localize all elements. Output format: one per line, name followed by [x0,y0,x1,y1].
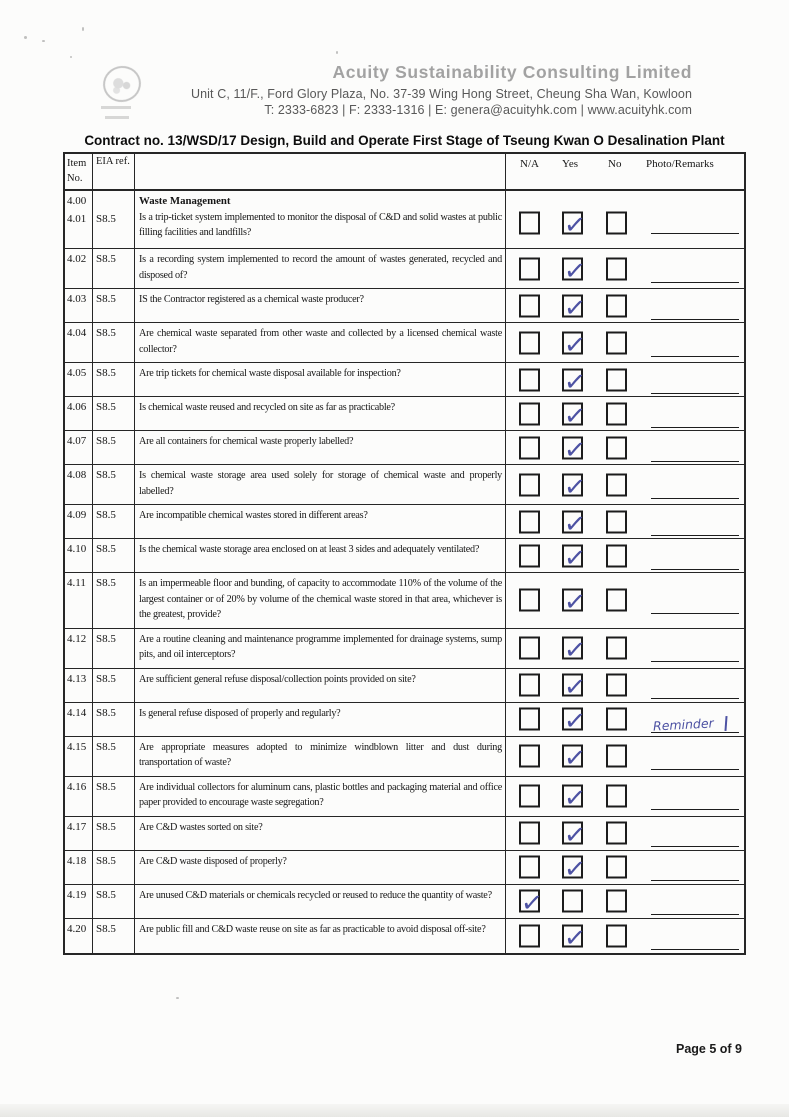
scan-speck [336,51,338,54]
answer-cell [506,737,744,776]
question-text: Is a trip-ticket system implemented to monitor the disposal of C&D and solid wastes at public filling facilities and landfills? [139,211,502,238]
na-checkbox[interactable] [519,589,540,612]
eia-ref-cell [93,573,135,628]
scan-speck [42,40,45,42]
question-cell [135,629,506,668]
answer-cell [506,885,744,918]
no-checkbox[interactable] [606,436,627,459]
no-checkbox[interactable] [606,402,627,425]
eia-ref: S8.5 [96,253,116,265]
remarks-line[interactable] [651,903,739,915]
na-checkbox[interactable] [519,402,540,425]
table-row [65,817,744,851]
eia-ref-cell [93,431,135,464]
answer-cell [506,919,744,953]
no-checkbox[interactable] [606,294,627,317]
answer-cell [506,669,744,702]
item-no: 4.14 [67,706,87,719]
checkmark-icon: ✓ [562,634,588,667]
answer-cell [506,289,744,325]
question-text: Are sufficient general refuse disposal/collection points provided on site? [139,673,416,685]
yes-checkbox[interactable] [562,365,588,399]
eia-ref: S8.5 [96,820,116,833]
no-checkbox[interactable] [606,745,627,768]
na-checkbox[interactable] [519,368,540,391]
item-no: 4.03 [67,293,87,305]
no-checkbox[interactable] [606,708,627,731]
yes-checkbox[interactable] [562,209,588,242]
question-cell [135,703,506,736]
yes-checkbox[interactable] [562,399,588,433]
checkmark-icon: ✓ [562,541,588,575]
item-no: 4.16 [67,780,87,793]
no-checkbox[interactable] [606,544,627,567]
item-no-cell [65,539,93,572]
answer-cell [506,249,744,288]
eia-ref-cell [93,465,135,504]
question-cell [135,817,506,850]
item-no: 4.17 [67,820,87,833]
checkmark-icon: ✓ [562,742,588,775]
remarks-line[interactable] [651,558,739,570]
scan-speck [176,997,179,999]
table-row [65,431,744,465]
item-no: 4.15 [67,740,87,753]
checkmark-icon: ✓ [562,291,588,325]
header-na: N/A [520,158,539,170]
item-no: 4.06 [67,401,87,413]
eia-ref-cell [93,505,135,538]
table-header-row [65,154,744,191]
question-text: Are trip tickets for chemical waste disposal available for inspection? [139,368,401,379]
remarks-line[interactable] [651,835,739,847]
checkmark-icon: ✓ [562,782,588,815]
na-checkbox[interactable] [519,822,540,845]
yes-checkbox[interactable] [562,705,588,738]
remarks-line[interactable] [651,345,739,357]
checkmark-icon: ✓ [519,887,545,920]
remarks-line[interactable] [651,687,739,699]
eia-ref: S8.5 [96,212,116,225]
item-no-cell [65,919,93,953]
remarks-line[interactable] [651,487,739,499]
checkmark-icon: ✓ [562,254,588,288]
eia-ref-cell [93,191,135,248]
answer-cell [506,323,744,362]
yes-checkbox[interactable] [562,671,588,704]
handwritten-remark: Reminder [652,715,715,734]
section-item-no: 4.00 [67,195,87,207]
no-checkbox[interactable] [606,510,627,533]
na-checkbox[interactable] [519,785,540,808]
question-cell [135,669,506,702]
no-checkbox[interactable] [606,785,627,808]
yes-checkbox[interactable] [562,634,588,667]
remarks-line[interactable] [651,222,739,234]
checkmark-icon: ✓ [562,507,588,541]
item-no-cell [65,669,93,702]
table-row [65,465,744,505]
item-no: 4.07 [67,435,87,447]
table-body [65,191,744,953]
question-cell [135,573,506,628]
checkmark-icon: ✓ [562,705,588,738]
header-eia-ref: EIA ref. [93,154,135,189]
answer-cell [506,465,744,504]
question-text: Are appropriate measures adopted to minimize windblown litter and dust during transportation of waste? [139,741,502,768]
eia-ref-cell [93,851,135,884]
item-no-cell [65,431,93,464]
yes-checkbox[interactable] [562,470,588,504]
remarks-line[interactable] [651,715,739,734]
eia-ref: S8.5 [96,293,116,305]
eia-ref: S8.5 [96,435,116,447]
no-checkbox[interactable] [606,822,627,845]
eia-ref: S8.5 [96,780,116,793]
table-row [65,323,744,363]
header-no: No [608,158,622,170]
yes-checkbox[interactable] [562,742,588,775]
question-text: Is the chemical waste storage area enclosed on at least 3 sides and adequately ventilated? [139,544,480,555]
na-checkbox[interactable] [519,745,540,768]
checkmark-icon: ✓ [562,586,588,619]
question-text: Is chemical waste reused and recycled on site as far as practicable? [139,402,395,413]
table-row [65,289,744,323]
letterhead [92,62,692,117]
item-no-cell [65,703,93,736]
eia-ref-cell [93,885,135,918]
na-checkbox[interactable] [519,257,540,280]
eia-ref-blank [96,194,132,210]
checkmark-icon: ✓ [562,433,588,467]
question-text: Are unused C&D materials or chemicals recycled or reused to reduce the quantity of waste? [139,889,492,901]
answer-cell [506,363,744,399]
checkmark-icon: ✓ [562,328,588,362]
question-text: Are C&D wastes sorted on site? [139,821,263,833]
table-row [65,703,744,737]
remarks-line[interactable] [651,382,739,394]
item-no: 4.20 [67,922,87,935]
eia-ref: S8.5 [96,367,116,379]
na-checkbox[interactable] [519,887,545,920]
item-no: 4.13 [67,672,87,685]
item-no-cell [65,323,93,362]
item-no: 4.08 [67,469,87,481]
header-question-column [135,154,506,189]
item-no-cell [65,737,93,776]
table-row [65,573,744,629]
eia-ref-cell [93,323,135,362]
eia-ref: S8.5 [96,543,116,555]
checkmark-icon: ✓ [562,209,588,242]
header-item-line2: No. [67,173,83,184]
eia-ref-cell [93,737,135,776]
eia-ref-cell [93,817,135,850]
na-checkbox[interactable] [519,637,540,660]
remarks-line[interactable] [651,416,739,428]
item-no-cell [65,191,93,248]
pen-stroke [724,716,727,731]
na-checkbox[interactable] [519,924,540,947]
question-text: Is chemical waste storage area used solely for storage of chemical waste and properly labelled? [139,470,502,497]
na-checkbox[interactable] [519,211,540,234]
answer-cell [506,851,744,884]
eia-ref-cell [93,777,135,816]
item-no: 4.05 [67,367,87,379]
item-no-cell [65,777,93,816]
question-text: Is an impermeable floor and bunding, of capacity to accommodate 110% of the volume of the largest container or of 20% by volume of the chemical waste stored in that area, whichever is the greatest, provide? [139,578,502,620]
yes-checkbox[interactable] [562,890,583,913]
no-checkbox[interactable] [606,331,627,354]
eia-ref: S8.5 [96,327,116,339]
item-no: 4.19 [67,888,87,901]
yes-checkbox[interactable] [562,328,588,362]
header-answer-columns [506,154,744,189]
item-no: 4.12 [67,632,87,645]
item-no-cell [65,505,93,538]
scan-speck [70,56,72,58]
eia-ref: S8.5 [96,509,116,521]
eia-ref-cell [93,703,135,736]
item-no-cell [65,249,93,288]
checklist-table [63,152,746,955]
item-no-cell [65,817,93,850]
remarks-line[interactable] [651,798,739,810]
item-no: 4.04 [67,327,87,339]
checkmark-icon: ✓ [562,819,588,852]
question-cell [135,397,506,430]
yes-checkbox[interactable] [562,782,588,815]
question-text: Are chemical waste separated from other waste and collected by a licensed chemical waste collector? [139,328,502,355]
yes-checkbox[interactable] [562,819,588,852]
question-cell [135,885,506,918]
yes-checkbox[interactable] [562,586,588,619]
item-no-cell [65,397,93,430]
answer-cell [506,397,744,433]
question-text: Are all containers for chemical waste properly labelled? [139,436,354,447]
table-row [65,191,744,249]
remarks-line[interactable] [651,869,739,881]
item-no-cell [65,289,93,322]
table-row [65,777,744,817]
header-yes: Yes [562,158,579,170]
no-checkbox[interactable] [606,924,627,947]
eia-ref-cell [93,539,135,572]
no-checkbox[interactable] [606,211,627,234]
yes-checkbox[interactable] [562,853,588,886]
checkmark-icon: ✓ [562,921,588,955]
no-checkbox[interactable] [606,473,627,496]
no-checkbox[interactable] [606,637,627,660]
question-text: Are public fill and C&D waste reuse on site as far as practicable to avoid disposal off-site? [139,923,486,935]
answer-cell [506,817,744,850]
header-item-no [65,154,93,189]
eia-ref-cell [93,669,135,702]
question-text: Is a recording system implemented to record the amount of wastes generated, recycled and disposed of? [139,254,502,281]
answer-cell [506,431,744,467]
item-no: 4.02 [67,253,87,265]
question-cell [135,539,506,572]
remarks-line[interactable] [651,308,739,320]
item-no-cell [65,465,93,504]
answer-cell [506,191,744,248]
question-cell [135,465,506,504]
checkmark-icon: ✓ [562,671,588,704]
company-name: Acuity Sustainability Consulting Limited [332,62,692,82]
item-no: 4.10 [67,543,87,555]
yes-checkbox[interactable] [562,254,588,288]
table-row [65,919,744,953]
table-row [65,737,744,777]
table-row [65,539,744,573]
item-no: 4.11 [67,577,86,589]
question-cell [135,505,506,538]
eia-ref: S8.5 [96,740,116,753]
na-checkbox[interactable] [519,708,540,731]
na-checkbox[interactable] [519,856,540,879]
remarks-line[interactable] [651,758,739,770]
remarks-line[interactable] [651,602,739,614]
item-no-cell [65,851,93,884]
table-row [65,851,744,885]
item-no: 4.09 [67,509,87,521]
checkmark-icon: ✓ [562,470,588,504]
no-checkbox[interactable] [606,368,627,391]
eia-ref: S8.5 [96,888,116,901]
eia-ref-cell [93,629,135,668]
eia-ref-cell [93,249,135,288]
eia-ref: S8.5 [96,632,116,645]
question-text: Is general refuse disposed of properly and regularly? [139,707,341,719]
question-text: Are incompatible chemical wastes stored in different areas? [139,510,368,521]
item-no-cell [65,363,93,396]
header-item-line1: Item [67,158,87,169]
company-address: Unit C, 11/F., Ford Glory Plaza, No. 37-39 Wing Hong Street, Cheung Sha Wan, Kowloon [191,87,692,101]
eia-ref: S8.5 [96,469,116,481]
remarks-line[interactable] [651,271,739,283]
question-cell [135,289,506,322]
item-no-cell [65,629,93,668]
remarks-line[interactable] [651,524,739,536]
page-number: Page 5 of 9 [676,1042,742,1056]
question-text: Are individual collectors for aluminum cans, plastic bottles and packaging material and office paper provided to encourage waste segregation? [139,781,502,808]
scan-speck [24,36,27,39]
eia-ref-cell [93,397,135,430]
question-cell [135,323,506,362]
question-cell [135,249,506,288]
answer-cell [506,703,744,736]
eia-ref: S8.5 [96,401,116,413]
item-no-cell [65,885,93,918]
header-photo-remarks: Photo/Remarks [646,158,714,170]
answer-cell [506,573,744,628]
na-checkbox[interactable] [519,674,540,697]
table-row [65,397,744,431]
question-cell [135,191,506,248]
answer-cell [506,629,744,668]
na-checkbox[interactable] [519,473,540,496]
na-checkbox[interactable] [519,331,540,354]
eia-ref: S8.5 [96,854,116,867]
question-text: Are C&D waste disposed of properly? [139,855,287,867]
na-checkbox[interactable] [519,436,540,459]
no-checkbox[interactable] [606,890,627,913]
yes-checkbox[interactable] [562,507,588,541]
na-checkbox[interactable] [519,544,540,567]
question-cell [135,737,506,776]
eia-ref: S8.5 [96,706,116,719]
question-text: Are a routine cleaning and maintenance programme implemented for drainage systems, sump pits, and oil interceptors? [139,633,502,660]
yes-checkbox[interactable] [562,433,588,467]
question-cell [135,363,506,396]
checkmark-icon: ✓ [562,399,588,433]
na-checkbox[interactable] [519,510,540,533]
item-no: 4.18 [67,854,87,867]
answer-cell [506,505,744,541]
document-title: Contract no. 13/WSD/17 Design, Build and Operate First Stage of Tseung Kwan O Desalination Plant [84,133,725,148]
yes-checkbox[interactable] [562,291,588,325]
question-cell [135,777,506,816]
table-row [65,669,744,703]
answer-cell [506,777,744,816]
question-cell [135,851,506,884]
table-row [65,885,744,919]
remarks-line[interactable] [651,938,739,950]
table-row [65,629,744,669]
eia-ref: S8.5 [96,922,116,935]
question-text: IS the Contractor registered as a chemical waste producer? [139,294,364,305]
scan-edge-shadow [0,1104,789,1117]
question-cell [135,431,506,464]
eia-ref: S8.5 [96,577,116,589]
item-no: 4.01 [67,212,87,225]
remarks-line[interactable] [651,450,739,462]
yes-checkbox[interactable] [562,921,588,955]
scan-speck [82,27,84,31]
table-row [65,505,744,539]
na-checkbox[interactable] [519,294,540,317]
question-cell [135,919,506,953]
remarks-line[interactable] [651,650,739,662]
section-title: Waste Management [139,195,231,207]
company-contacts: T: 2333-6823 | F: 2333-1316 | E: genera@acuityhk.com | www.acuityhk.com [264,103,692,117]
item-no-cell [65,573,93,628]
no-checkbox[interactable] [606,856,627,879]
no-checkbox[interactable] [606,589,627,612]
eia-ref-cell [93,919,135,953]
table-row [65,363,744,397]
no-checkbox[interactable] [606,257,627,280]
answer-cell [506,539,744,575]
checkmark-icon: ✓ [562,365,588,399]
eia-ref-cell [93,363,135,396]
table-row [65,249,744,289]
yes-checkbox[interactable] [562,541,588,575]
eia-ref-cell [93,289,135,322]
no-checkbox[interactable] [606,674,627,697]
checkmark-icon: ✓ [562,853,588,886]
eia-ref: S8.5 [96,672,116,685]
